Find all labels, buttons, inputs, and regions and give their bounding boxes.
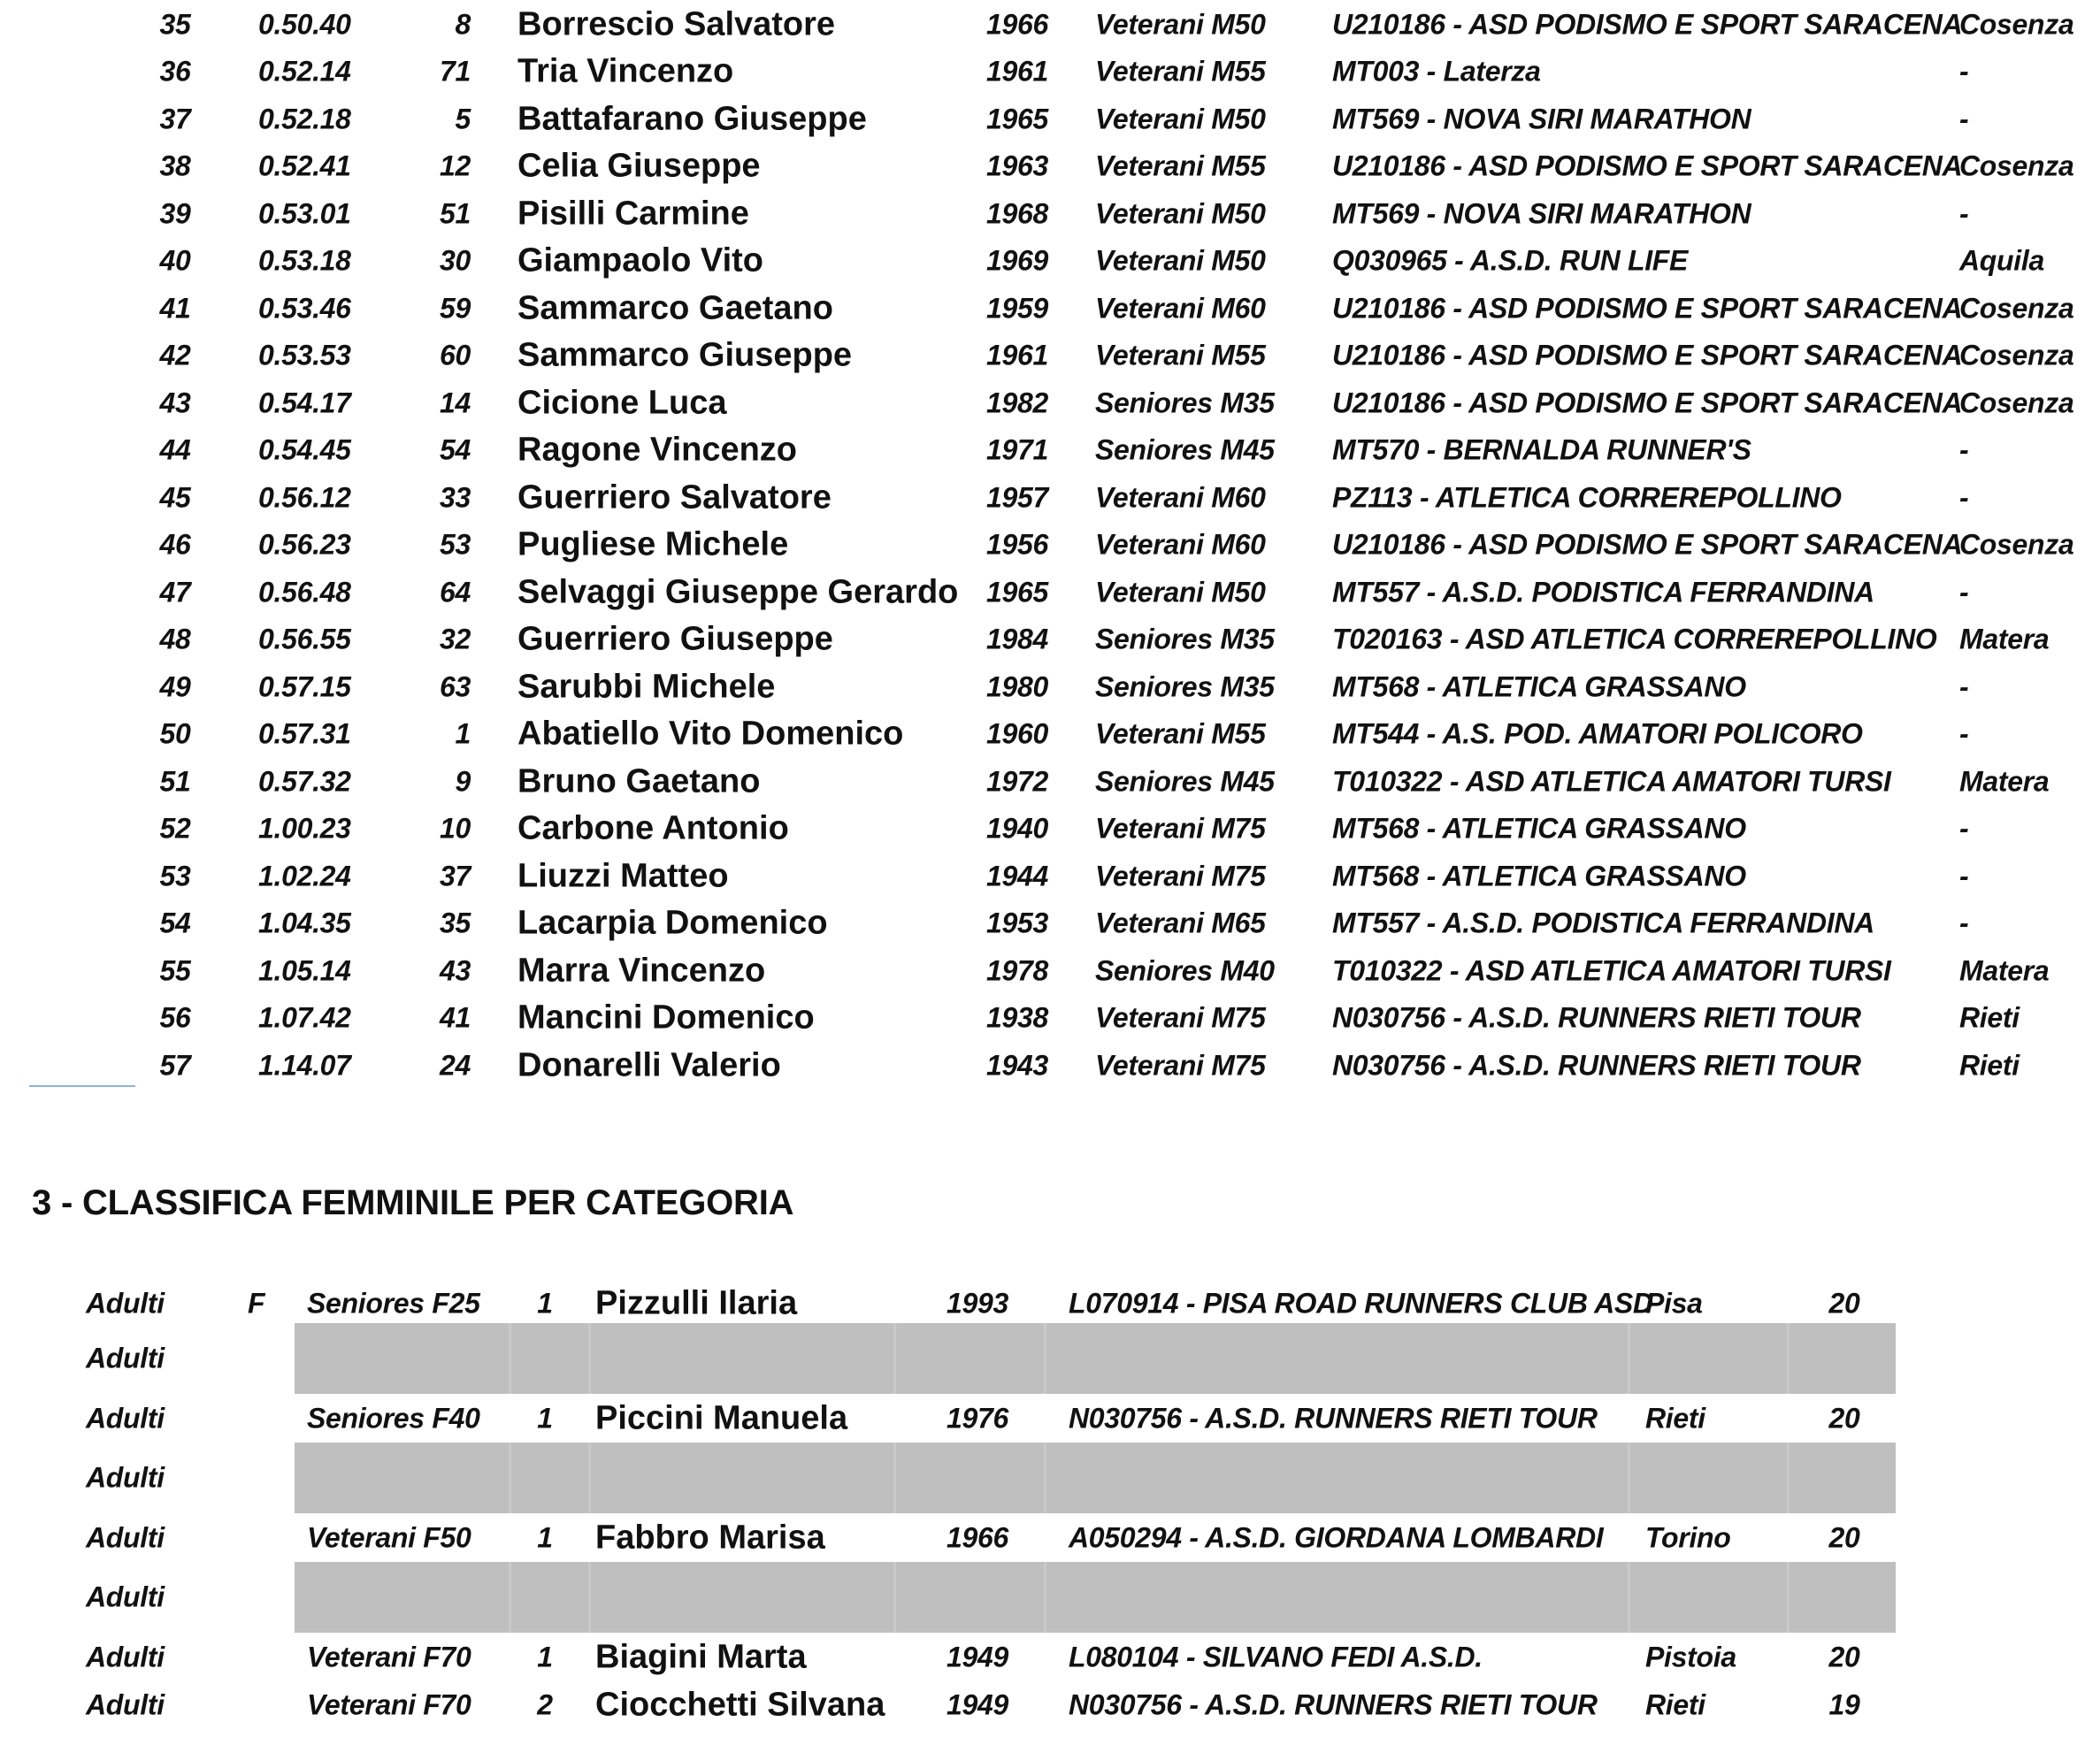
athlete-name-cell: Ragone Vincenzo	[517, 431, 798, 468]
position-cell: 54	[159, 907, 191, 938]
position-cell: 36	[159, 55, 191, 87]
time-cell: 1.05.14	[258, 954, 351, 986]
position-cell: 55	[159, 954, 191, 986]
club-cell: U210186 - ASD PODISMO E SPORT SARACENA	[1332, 387, 1963, 418]
club-cell: PZ113 - ATLETICA CORREREPOLLINO	[1332, 481, 1842, 513]
birth-year-cell: 1982	[986, 387, 1048, 418]
sex-cell: F	[248, 1287, 265, 1320]
athlete-name-cell: Fabbro Marisa	[595, 1519, 825, 1557]
bib-cell: 71	[440, 55, 471, 87]
club-cell: N030756 - A.S.D. RUNNERS RIETI TOUR	[1069, 1688, 1598, 1721]
time-cell: 0.52.14	[258, 55, 351, 87]
table-row	[0, 48, 2100, 95]
table-row	[0, 1042, 2100, 1089]
category-cell: Veterani F70	[307, 1641, 471, 1673]
club-cell: U210186 - ASD PODISMO E SPORT SARACENA	[1332, 528, 1963, 560]
cell-underline	[29, 1085, 135, 1087]
birth-year-cell: 1959	[986, 292, 1048, 324]
bib-cell: 10	[440, 812, 471, 844]
club-cell: T010322 - ASD ATLETICA AMATORI TURSI	[1332, 954, 1891, 986]
birth-year-cell: 1940	[986, 812, 1048, 844]
bib-cell: 60	[440, 339, 471, 371]
birth-year-cell: 1965	[986, 103, 1048, 134]
bib-cell: 43	[440, 954, 471, 986]
points-cell: 20	[1828, 1521, 1860, 1554]
province-cell: Cosenza	[1959, 292, 2074, 324]
athlete-name-cell: Battafarano Giuseppe	[517, 100, 867, 137]
position-cell: 37	[159, 103, 191, 134]
province-cell: Matera	[1959, 623, 2050, 654]
athlete-name-cell: Marra Vincenzo	[517, 952, 766, 989]
province-cell: Cosenza	[1959, 8, 2074, 40]
time-cell: 0.50.40	[258, 8, 351, 40]
province-cell: -	[1959, 907, 1969, 938]
club-cell: N030756 - A.S.D. RUNNERS RIETI TOUR	[1332, 1049, 1861, 1081]
province-cell: Aquila	[1959, 244, 2044, 276]
table-row	[0, 994, 2100, 1041]
birth-year-cell: 1971	[986, 433, 1048, 465]
club-cell: U210186 - ASD PODISMO E SPORT SARACENA	[1332, 149, 1963, 181]
category-cell: Seniores M35	[1095, 623, 1275, 654]
group-cell: Adulti	[86, 1580, 165, 1613]
time-cell: 1.07.42	[258, 1001, 351, 1033]
club-cell: N030756 - A.S.D. RUNNERS RIETI TOUR	[1332, 1001, 1861, 1033]
category-cell: Seniores F25	[307, 1287, 480, 1320]
birth-year-cell: 1993	[947, 1287, 1008, 1320]
table-row	[0, 1634, 2100, 1681]
bib-cell: 35	[440, 907, 471, 938]
athlete-name-cell: Guerriero Salvatore	[517, 478, 832, 516]
category-cell: Veterani M50	[1095, 197, 1266, 229]
empty-band	[295, 1443, 1896, 1513]
birth-year-cell: 1972	[986, 765, 1048, 797]
category-cell: Seniores M45	[1095, 765, 1275, 797]
table-row	[0, 616, 2100, 662]
birth-year-cell: 1969	[986, 244, 1048, 276]
birth-year-cell: 1960	[986, 717, 1048, 749]
club-cell: L070914 - PISA ROAD RUNNERS CLUB ASD	[1069, 1287, 1653, 1320]
blank-category-row	[0, 1323, 2100, 1394]
athlete-name-cell: Mancini Domenico	[517, 999, 815, 1036]
time-cell: 0.53.53	[258, 339, 351, 371]
bib-cell: 9	[455, 765, 471, 797]
category-cell: Seniores M45	[1095, 433, 1275, 465]
club-cell: T020163 - ASD ATLETICA CORREREPOLLINO	[1332, 623, 1937, 654]
province-cell: -	[1959, 197, 1969, 229]
position-cell: 1	[537, 1287, 553, 1320]
position-cell: 1	[537, 1402, 553, 1435]
province-cell: Cosenza	[1959, 149, 2074, 181]
province-cell: Torino	[1645, 1521, 1731, 1554]
category-cell: Veterani M50	[1095, 576, 1266, 608]
position-cell: 2	[537, 1688, 553, 1721]
points-cell: 20	[1828, 1641, 1860, 1673]
category-cell: Veterani M60	[1095, 481, 1266, 513]
athlete-name-cell: Sammarco Gaetano	[517, 289, 833, 326]
category-cell: Veterani M55	[1095, 717, 1266, 749]
position-cell: 50	[159, 717, 191, 749]
time-cell: 0.53.01	[258, 197, 351, 229]
time-cell: 0.53.46	[258, 292, 351, 324]
athlete-name-cell: Celia Giuseppe	[517, 147, 761, 184]
section-title: 3 - CLASSIFICA FEMMINILE PER CATEGORIA	[32, 1183, 794, 1222]
bib-cell: 14	[440, 387, 471, 418]
category-cell: Veterani M55	[1095, 55, 1266, 87]
bib-cell: 5	[455, 103, 471, 134]
province-cell: -	[1959, 670, 1969, 702]
time-cell: 1.00.23	[258, 812, 351, 844]
time-cell: 1.04.35	[258, 907, 351, 938]
athlete-name-cell: Pisilli Carmine	[517, 195, 749, 232]
table-row	[0, 426, 2100, 473]
table-row	[0, 710, 2100, 757]
category-cell: Veterani M50	[1095, 8, 1266, 40]
province-cell: -	[1959, 103, 1969, 134]
bib-cell: 30	[440, 244, 471, 276]
category-cell: Veterani M75	[1095, 812, 1266, 844]
birth-year-cell: 1961	[986, 339, 1048, 371]
category-cell: Veterani M55	[1095, 339, 1266, 371]
bib-cell: 41	[440, 1001, 471, 1033]
birth-year-cell: 1949	[947, 1641, 1008, 1673]
category-cell: Veterani M75	[1095, 1049, 1266, 1081]
athlete-name-cell: Borrescio Salvatore	[517, 5, 836, 42]
time-cell: 0.56.55	[258, 623, 351, 654]
category-cell: Veterani M75	[1095, 1001, 1266, 1033]
position-cell: 1	[537, 1641, 553, 1673]
birth-year-cell: 1949	[947, 1688, 1008, 1721]
province-cell: Pistoia	[1645, 1641, 1736, 1673]
bib-cell: 51	[440, 197, 471, 229]
birth-year-cell: 1943	[986, 1049, 1048, 1081]
club-cell: A050294 - A.S.D. GIORDANA LOMBARDI	[1069, 1521, 1604, 1554]
bib-cell: 37	[440, 860, 471, 892]
category-cell: Veterani M55	[1095, 149, 1266, 181]
club-cell: L080104 - SILVANO FEDI A.S.D.	[1069, 1641, 1483, 1673]
province-cell: Cosenza	[1959, 528, 2074, 560]
birth-year-cell: 1968	[986, 197, 1048, 229]
time-cell: 0.56.48	[258, 576, 351, 608]
province-cell: -	[1959, 55, 1969, 87]
category-cell: Veterani F50	[307, 1521, 471, 1554]
province-cell: Matera	[1959, 765, 2050, 797]
province-cell: Cosenza	[1959, 387, 2074, 418]
birth-year-cell: 1980	[986, 670, 1048, 702]
province-cell: -	[1959, 812, 1969, 844]
athlete-name-cell: Biagini Marta	[595, 1638, 807, 1676]
club-cell: MT568 - ATLETICA GRASSANO	[1332, 812, 1746, 844]
time-cell: 0.52.41	[258, 149, 351, 181]
position-cell: 38	[159, 149, 191, 181]
category-cell: Veterani F70	[307, 1688, 471, 1721]
athlete-name-cell: Carbone Antonio	[517, 809, 789, 846]
position-cell: 1	[537, 1521, 553, 1554]
table-row	[0, 758, 2100, 805]
birth-year-cell: 1944	[986, 860, 1048, 892]
athlete-name-cell: Abatiello Vito Domenico	[517, 715, 904, 752]
position-cell: 44	[159, 433, 191, 465]
category-cell: Seniores M40	[1095, 954, 1275, 986]
table-row	[0, 805, 2100, 852]
province-cell: Rieti	[1645, 1688, 1705, 1721]
time-cell: 0.56.23	[258, 528, 351, 560]
bib-cell: 32	[440, 623, 471, 654]
birth-year-cell: 1956	[986, 528, 1048, 560]
bib-cell: 59	[440, 292, 471, 324]
bib-cell: 54	[440, 433, 471, 465]
points-cell: 20	[1828, 1402, 1860, 1435]
club-cell: U210186 - ASD PODISMO E SPORT SARACENA	[1332, 339, 1963, 371]
birth-year-cell: 1957	[986, 481, 1048, 513]
club-cell: T010322 - ASD ATLETICA AMATORI TURSI	[1332, 765, 1891, 797]
table-row	[0, 663, 2100, 710]
club-cell: MT570 - BERNALDA RUNNER'S	[1332, 433, 1751, 465]
table-row	[0, 1681, 2100, 1729]
table-row	[0, 237, 2100, 284]
category-cell: Veterani M50	[1095, 103, 1266, 134]
time-cell: 0.56.12	[258, 481, 351, 513]
table-row	[0, 947, 2100, 994]
athlete-name-cell: Selvaggi Giuseppe Gerardo	[517, 573, 959, 610]
province-cell: Pisa	[1645, 1287, 1703, 1320]
club-cell: MT544 - A.S. POD. AMATORI POLICORO	[1332, 717, 1863, 749]
athlete-name-cell: Piccini Manuela	[595, 1399, 848, 1437]
athlete-name-cell: Guerriero Giuseppe	[517, 620, 833, 657]
group-cell: Adulti	[86, 1402, 165, 1435]
table-row	[0, 190, 2100, 237]
province-cell: Rieti	[1645, 1402, 1705, 1435]
category-cell: Veterani M60	[1095, 528, 1266, 560]
position-cell: 41	[159, 292, 191, 324]
athlete-name-cell: Ciocchetti Silvana	[595, 1686, 885, 1724]
bib-cell: 8	[455, 8, 471, 40]
points-cell: 19	[1828, 1688, 1860, 1721]
empty-band	[295, 1562, 1896, 1633]
athlete-name-cell: Liuzzi Matteo	[517, 857, 729, 894]
province-cell: -	[1959, 481, 1969, 513]
time-cell: 0.57.31	[258, 717, 351, 749]
club-cell: MT003 - Laterza	[1332, 55, 1541, 87]
province-cell: -	[1959, 860, 1969, 892]
athlete-name-cell: Sammarco Giuseppe	[517, 336, 853, 373]
category-cell: Seniores M35	[1095, 670, 1275, 702]
group-cell: Adulti	[86, 1461, 165, 1494]
time-cell: 0.54.45	[258, 433, 351, 465]
category-cell: Veterani M75	[1095, 860, 1266, 892]
category-cell: Seniores F40	[307, 1402, 480, 1435]
category-cell: Veterani M50	[1095, 244, 1266, 276]
table-row	[0, 1, 2100, 48]
athlete-name-cell: Sarubbi Michele	[517, 668, 776, 705]
club-cell: MT557 - A.S.D. PODISTICA FERRANDINA	[1332, 907, 1874, 938]
time-cell: 0.53.18	[258, 244, 351, 276]
table-row	[0, 285, 2100, 332]
empty-band	[295, 1323, 1896, 1394]
table-row	[0, 1395, 2100, 1443]
category-cell: Seniores M35	[1095, 387, 1275, 418]
bib-cell: 53	[440, 528, 471, 560]
position-cell: 43	[159, 387, 191, 418]
time-cell: 0.57.15	[258, 670, 351, 702]
athlete-name-cell: Giampaolo Vito	[517, 241, 764, 279]
group-cell: Adulti	[86, 1342, 165, 1374]
club-cell: MT568 - ATLETICA GRASSANO	[1332, 670, 1746, 702]
position-cell: 42	[159, 339, 191, 371]
bib-cell: 24	[440, 1049, 471, 1081]
club-cell: MT568 - ATLETICA GRASSANO	[1332, 860, 1746, 892]
time-cell: 1.02.24	[258, 860, 351, 892]
time-cell: 0.57.32	[258, 765, 351, 797]
bib-cell: 64	[440, 576, 471, 608]
time-cell: 0.52.18	[258, 103, 351, 134]
table-row	[0, 569, 2100, 616]
province-cell: -	[1959, 576, 1969, 608]
table-row	[0, 521, 2100, 568]
birth-year-cell: 1938	[986, 1001, 1048, 1033]
athlete-name-cell: Pizzulli Ilaria	[595, 1284, 798, 1322]
table-row	[0, 474, 2100, 521]
time-cell: 1.14.07	[258, 1049, 351, 1081]
points-cell: 20	[1828, 1287, 1860, 1320]
table-row	[0, 332, 2100, 379]
athlete-name-cell: Pugliese Michele	[517, 525, 789, 563]
table-row	[0, 853, 2100, 899]
position-cell: 46	[159, 528, 191, 560]
birth-year-cell: 1984	[986, 623, 1048, 654]
position-cell: 35	[159, 8, 191, 40]
province-cell: Rieti	[1959, 1049, 2020, 1081]
club-cell: MT569 - NOVA SIRI MARATHON	[1332, 103, 1751, 134]
blank-category-row	[0, 1562, 2100, 1633]
table-row	[0, 1514, 2100, 1562]
position-cell: 49	[159, 670, 191, 702]
group-cell: Adulti	[86, 1521, 165, 1554]
birth-year-cell: 1961	[986, 55, 1048, 87]
group-cell: Adulti	[86, 1287, 165, 1320]
bib-cell: 33	[440, 481, 471, 513]
club-cell: MT569 - NOVA SIRI MARATHON	[1332, 197, 1751, 229]
birth-year-cell: 1963	[986, 149, 1048, 181]
blank-category-row	[0, 1443, 2100, 1513]
province-cell: -	[1959, 717, 1969, 749]
position-cell: 56	[159, 1001, 191, 1033]
position-cell: 52	[159, 812, 191, 844]
bib-cell: 12	[440, 149, 471, 181]
position-cell: 53	[159, 860, 191, 892]
category-cell: Veterani M60	[1095, 292, 1266, 324]
position-cell: 40	[159, 244, 191, 276]
birth-year-cell: 1953	[986, 907, 1048, 938]
club-cell: N030756 - A.S.D. RUNNERS RIETI TOUR	[1069, 1402, 1598, 1435]
athlete-name-cell: Bruno Gaetano	[517, 762, 761, 800]
athlete-name-cell: Tria Vincenzo	[517, 52, 734, 89]
bib-cell: 63	[440, 670, 471, 702]
birth-year-cell: 1966	[986, 8, 1048, 40]
position-cell: 47	[159, 576, 191, 608]
position-cell: 45	[159, 481, 191, 513]
table-row	[0, 1280, 2100, 1328]
category-cell: Veterani M65	[1095, 907, 1266, 938]
table-row	[0, 899, 2100, 946]
birth-year-cell: 1978	[986, 954, 1048, 986]
club-cell: U210186 - ASD PODISMO E SPORT SARACENA	[1332, 8, 1963, 40]
province-cell: Rieti	[1959, 1001, 2020, 1033]
athlete-name-cell: Donarelli Valerio	[517, 1046, 781, 1083]
table-row	[0, 379, 2100, 426]
bib-cell: 1	[455, 717, 471, 749]
province-cell: Cosenza	[1959, 339, 2074, 371]
athlete-name-cell: Cicione Luca	[517, 384, 727, 421]
province-cell: Matera	[1959, 954, 2050, 986]
position-cell: 51	[159, 765, 191, 797]
birth-year-cell: 1965	[986, 576, 1048, 608]
table-row	[0, 142, 2100, 189]
club-cell: Q030965 - A.S.D. RUN LIFE	[1332, 244, 1689, 276]
birth-year-cell: 1976	[947, 1402, 1008, 1435]
group-cell: Adulti	[86, 1641, 165, 1673]
table-row	[0, 96, 2100, 142]
club-cell: MT557 - A.S.D. PODISTICA FERRANDINA	[1332, 576, 1874, 608]
club-cell: U210186 - ASD PODISMO E SPORT SARACENA	[1332, 292, 1963, 324]
position-cell: 57	[159, 1049, 191, 1081]
position-cell: 48	[159, 623, 191, 654]
province-cell: -	[1959, 433, 1969, 465]
birth-year-cell: 1966	[947, 1521, 1008, 1554]
athlete-name-cell: Lacarpia Domenico	[517, 904, 828, 941]
time-cell: 0.54.17	[258, 387, 351, 418]
group-cell: Adulti	[86, 1688, 165, 1721]
position-cell: 39	[159, 197, 191, 229]
